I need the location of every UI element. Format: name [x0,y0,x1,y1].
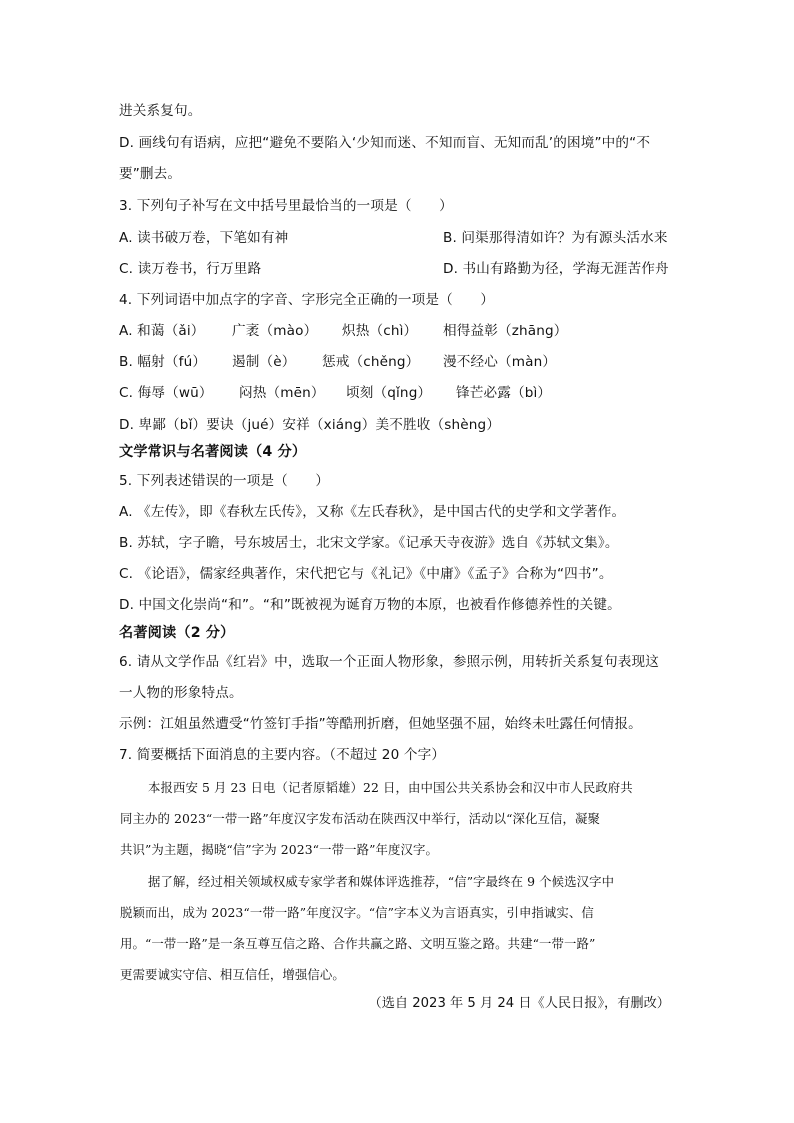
q3-option-c: C. 读万卷书，行万里路 [119,261,262,277]
article-source: （选自 2023 年 5 月 24 日《人民日报》，有删改） [368,996,670,1011]
section-title-literature: 文学常识与名著阅读（4 分） [119,444,307,460]
q3-option-b: B. 问渠那得清如许？为有源头活水来 [443,230,668,246]
q4-option-b [119,353,556,371]
article-line: 本报西安 5 月 23 日电（记者原韬雄）22 日，由中国公共关系协会和汉中市人民政府共 [148,780,633,795]
section-title-classics: 名著阅读（2 分） [119,625,235,641]
q3-option-d: D. 书山有路勤为径，学海无涯苦作舟 [443,261,669,277]
q4-a-word4: 相得益彰（zhāng） [443,323,568,339]
article-line: 共识”为主题，揭晓“信”字为 2023“一带一路”年度汉字。 [120,842,438,857]
q4-b-word2: 遏制（è） [232,354,296,370]
q4-option-d: D. 卑鄙（bǐ）要诀（jué）安祥（xiáng）美不胜收（shèng） [119,417,501,433]
q5-stem: 5. 下列表述错误的一项是（ ） [119,473,330,489]
q6-stem-line1: 6. 请从文学作品《红岩》中，选取一个正面人物形象，参照示例，用转折关系复句表现这 [119,654,660,670]
q6-example: 示例：江姐虽然遭受“竹签钉手指”等酷刑折磨，但她坚强不屈，始终未吐露任何情报。 [119,716,642,732]
q4-option-c [119,384,551,402]
q4-b-word1: B. 幅射（fú） [119,354,207,370]
q7-stem: 7. 简要概括下面消息的主要内容。（不超过 20 个字） [119,747,446,763]
q6-stem-line2: 一人物的形象特点。 [119,685,243,701]
q4-a-word2: 广袤（mào） [232,323,318,339]
q4-a-word3: 炽热（chì） [342,323,418,339]
article-line: 用。“一带一路”是一条互尊互信之路、合作共赢之路、文明互鉴之路。共建“一带一路” [120,936,596,951]
article-line: 更需要诚实守信、相互信任，增强信心。 [120,967,345,982]
q4-b-word4: 漫不经心（màn） [443,354,557,370]
q5-option-b: B. 苏轼，字子瞻，号东坡居士，北宋文学家。《记承天寺夜游》选自《苏轼文集》。 [119,535,619,551]
q5-option-d: D. 中国文化崇尚“和”。“和”既被视为诞育万物的本原，也被看作修德养性的关键。 [119,597,621,613]
q4-c-word1: C. 侮辱（wū） [119,385,213,401]
q2-continuation-line: 进关系复句。 [119,103,202,119]
q2-option-d-line1: D. 画线句有语病，应把“避免不要陷入‘少知而迷、不知而盲、无知而乱’的困境”中的“不 [119,135,651,151]
q4-c-word4: 锋芒必露（bì） [456,385,552,401]
q4-option-a [119,322,568,340]
article-line: 同主办的 2023“一带一路”年度汉字发布活动在陕西汉中举行，活动以“深化互信，凝聚 [120,811,600,826]
q4-a-word1: A. 和蔼（ǎi） [119,323,205,339]
q4-c-word2: 闷热（mēn） [239,385,325,401]
q3-option-a: A. 读书破万卷，下笔如有神 [119,230,289,246]
article-line: 脱颖而出，成为 2023“一带一路”年度汉字。“信”字本义为言语真实，引申指诚实、信 [120,905,594,920]
q5-option-c: C. 《论语》，儒家经典著作，宋代把它与《礼记》《中庸》《孟子》合称为“四书”。 [119,566,613,582]
q3-stem: 3. 下列句子补写在文中括号里最恰当的一项是（ ） [119,198,453,214]
q4-b-word3: 惩戒（chěng） [322,354,420,370]
q2-option-d-line2: 要”删去。 [119,166,182,182]
q5-option-a: A. 《左传》，即《春秋左氏传》，又称《左氏春秋》，是中国古代的史学和文学著作。 [119,504,626,520]
q4-stem: 4. 下列词语中加点字的字音、字形完全正确的一项是（ ） [119,292,495,308]
q4-c-word3: 顷刻（qǐng） [346,385,432,401]
article-line: 据了解，经过相关领域权威专家学者和媒体评选推荐，“信”字最终在 9 个候选汉字中 [148,874,615,889]
